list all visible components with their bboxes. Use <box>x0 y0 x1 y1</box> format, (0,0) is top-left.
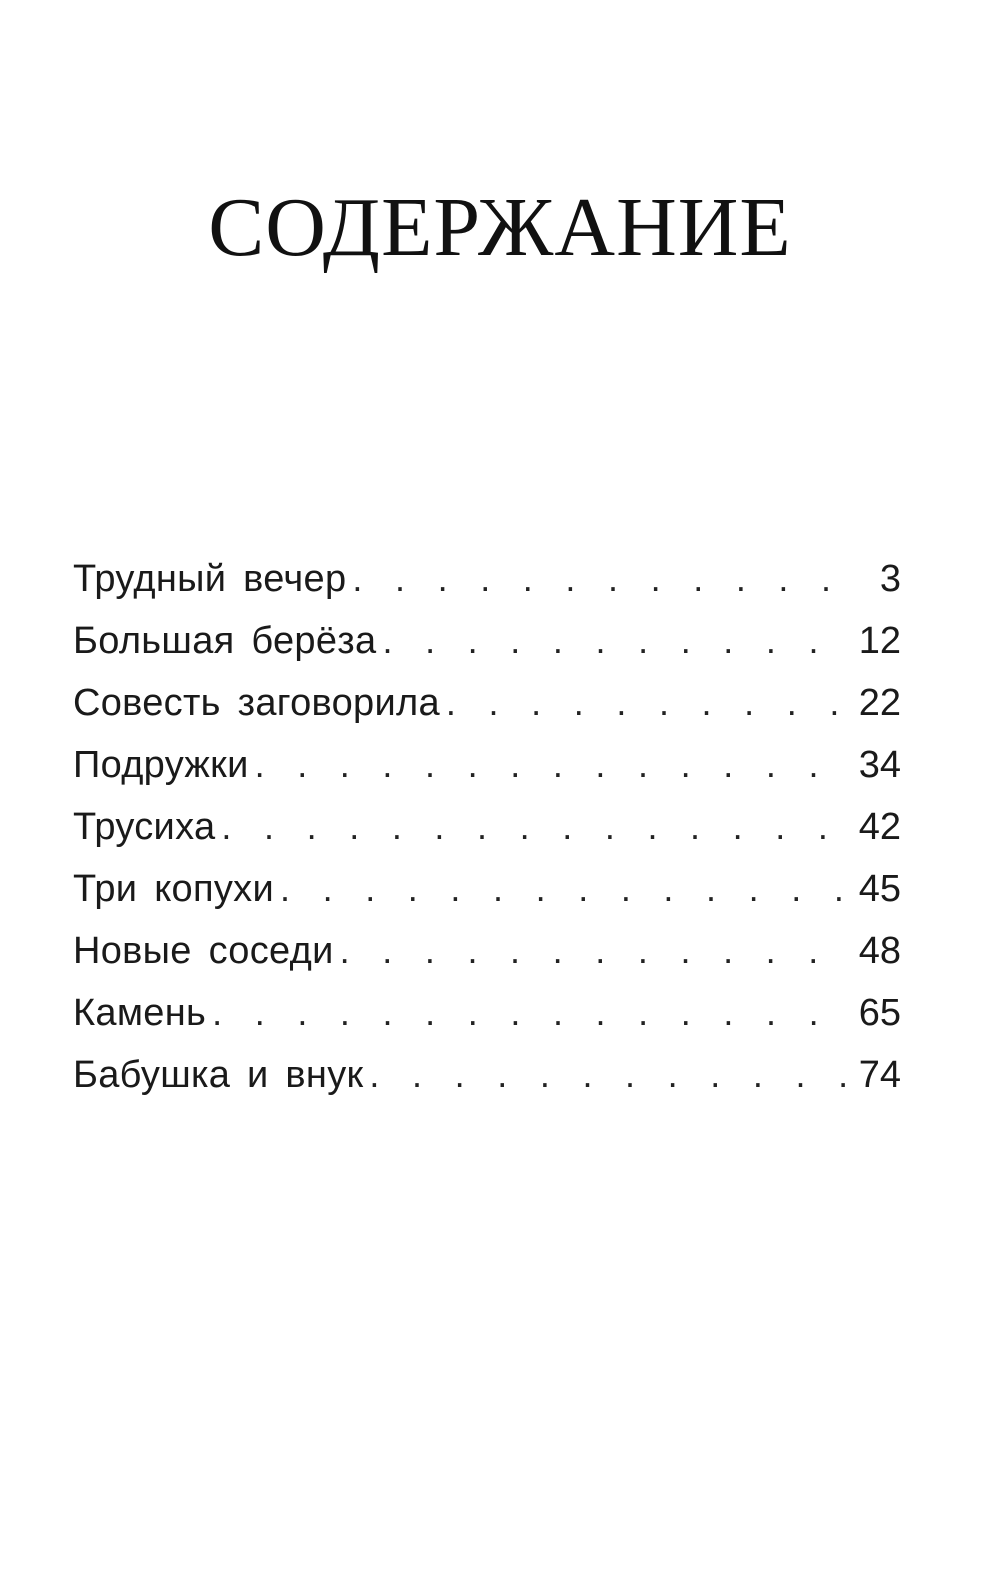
dot-leader <box>382 610 852 672</box>
toc-entry-page-number: 74 <box>858 1054 901 1096</box>
toc-entry-title: Трусиха <box>73 806 216 848</box>
toc-entry-page-number: 42 <box>858 806 901 848</box>
toc-entry-page-number: 12 <box>858 620 901 662</box>
dot-leader <box>221 796 852 858</box>
toc-entry[interactable] <box>73 858 901 920</box>
toc-entry[interactable] <box>73 796 901 858</box>
toc-entry[interactable] <box>73 672 901 734</box>
dot-leader <box>255 734 853 796</box>
toc-entry-page-number: 22 <box>858 682 901 724</box>
toc-entry-title: Бабушка и внук <box>73 1054 364 1096</box>
toc-entry[interactable] <box>73 548 901 610</box>
dot-leader <box>212 982 853 1044</box>
toc-entry[interactable] <box>73 920 901 982</box>
toc-entry-page-number: 34 <box>858 744 901 786</box>
toc-entry-page-number: 48 <box>858 930 901 972</box>
dot-leader <box>280 858 853 920</box>
toc-entry-page-number: 65 <box>858 992 901 1034</box>
toc-entry-page-number: 45 <box>858 868 901 910</box>
page-title: СОДЕРЖАНИЕ <box>208 181 792 274</box>
toc-entry[interactable] <box>73 1044 901 1106</box>
table-of-contents <box>73 548 901 1106</box>
dot-leader <box>446 672 853 734</box>
toc-entry-title: Новые соседи <box>73 930 334 972</box>
toc-entry[interactable] <box>73 982 901 1044</box>
dot-leader <box>340 920 853 982</box>
toc-entry[interactable] <box>73 734 901 796</box>
toc-entry-title: Совесть заговорила <box>73 682 440 724</box>
toc-entry-title: Подружки <box>73 744 249 786</box>
dot-leader <box>369 1044 852 1106</box>
toc-entry-title: Трудный вечер <box>73 558 347 600</box>
toc-entry-title: Большая берёза <box>73 620 377 662</box>
toc-entry[interactable] <box>73 610 901 672</box>
toc-entry-title: Камень <box>73 992 207 1034</box>
dot-leader <box>352 548 855 610</box>
toc-entry-page-number: 3 <box>879 558 901 600</box>
toc-entry-title: Три копухи <box>73 868 274 910</box>
